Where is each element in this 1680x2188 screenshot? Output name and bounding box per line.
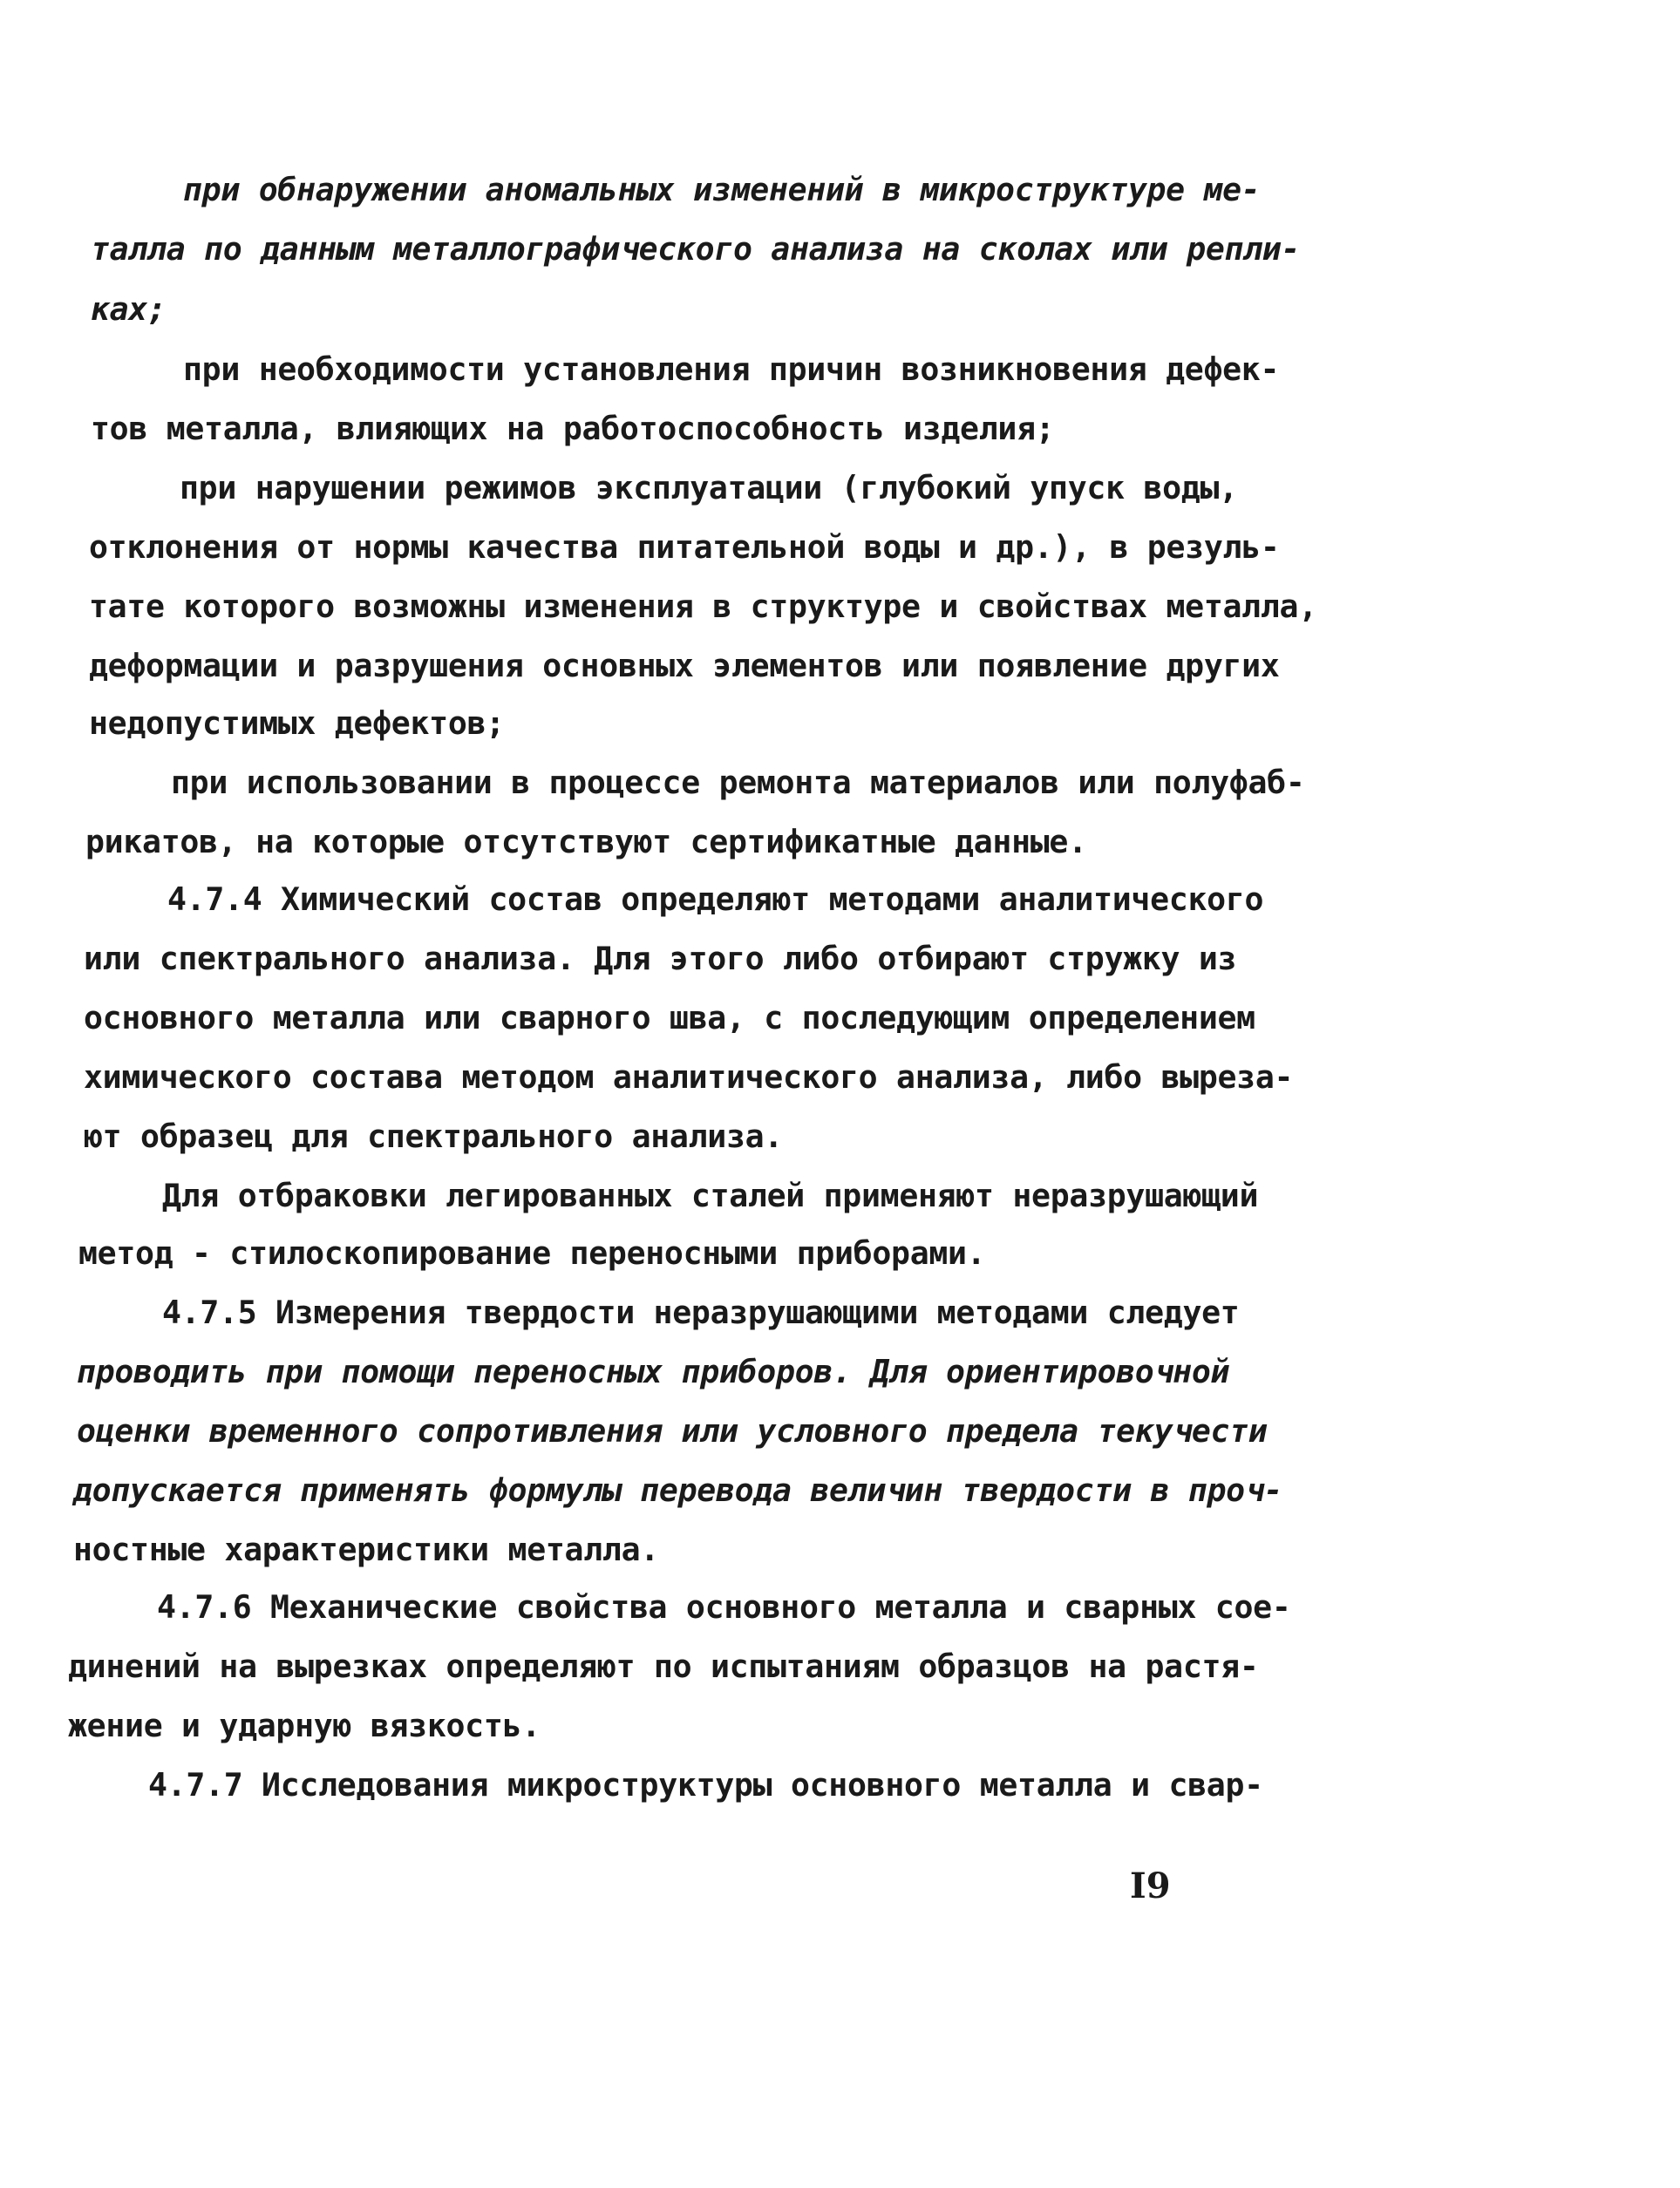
text-line: талла по данным металлографического анализа на сколах или репли- [91,230,1301,268]
text-line: ках; [91,290,167,328]
text-line: рикатов, на которые отсутствуют сертификатные данные. [85,823,1087,860]
text-line: жение и ударную вязкость. [68,1707,541,1744]
text-line: при необходимости установления причин возникновения дефек- [183,350,1280,388]
text-line: отклонения от нормы качества питательной воды и др.), в резуль- [89,528,1280,566]
text-line: 4.7.5 Измерения твердости неразрушающими методами следует [162,1294,1240,1331]
text-line: недопустимых дефектов; [89,704,505,742]
text-line: при нарушении режимов эксплуатации (глубокий упуск воды, [180,469,1238,506]
text-line: при использовании в процессе ремонта материалов или полуфаб- [171,764,1305,801]
text-line: основного металла или сварного шва, с последующим определением [84,999,1255,1036]
text-line: 4.7.7 Исследования микроструктуры основного металла и свар- [148,1766,1263,1804]
text-line: 4.7.6 Механические свойства основного металла и сварных сое- [157,1588,1291,1626]
text-line: химического состава методом аналитического анализа, либо выреза- [84,1058,1294,1096]
text-line: ют образец для спектрального анализа. [84,1118,783,1155]
text-line: тов металла, влияющих на работоспособность изделия; [91,410,1055,447]
text-line: динений на вырезках определяют по испытаниям образцов на растя- [68,1648,1259,1685]
text-line: метод - стилоскопирование переносными приборами. [78,1234,986,1272]
text-line: ностные характеристики металла. [73,1531,659,1568]
page-number: I9 [1130,1865,1171,1906]
text-line: 4.7.4 Химический состав определяют методами аналитического [167,880,1264,918]
text-line: оценки временного сопротивления или условного предела текучести [77,1412,1268,1450]
text-line: допускается применять формулы перевода величин твердости в проч- [73,1471,1283,1509]
text-line: проводить при помощи переносных приборов. Для ориентировочной [77,1353,1230,1390]
text-line: при обнаружении аномальных изменений в микроструктуре ме- [183,171,1261,208]
text-line: деформации и разрушения основных элементов или появление других [89,647,1280,684]
text-line: тате которого возможны изменения в структуре и свойствах металла, [89,588,1317,625]
text-line: или спектрального анализа. Для этого либо отбирают стружку из [84,940,1237,977]
text-line: Для отбраковки легированных сталей применяют неразрушающий [162,1177,1259,1214]
